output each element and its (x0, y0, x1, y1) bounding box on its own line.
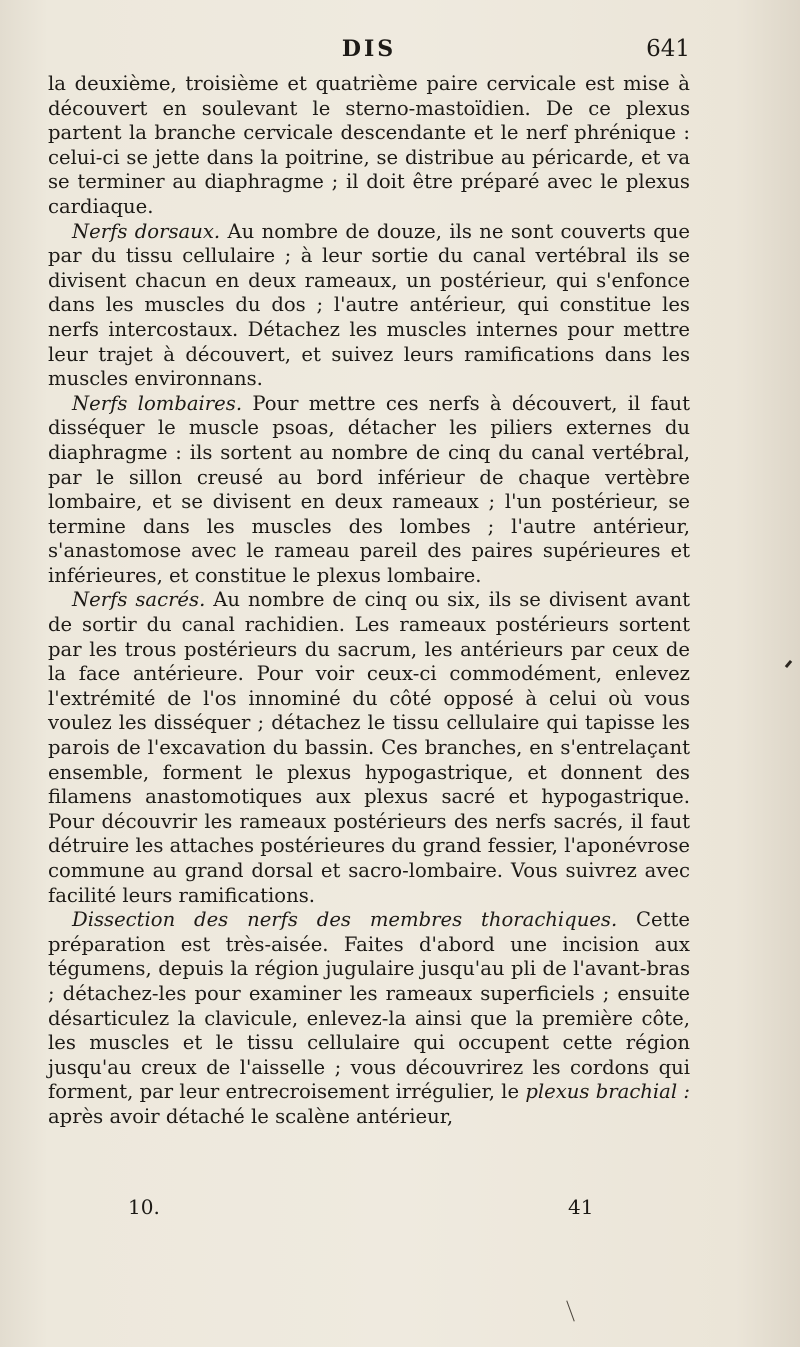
paragraph-text: Au nombre de cinq ou six, ils se divisent avant de sortir du canal rachidien. Les rameaux postérieurs sortent par les trous postérieurs du sacrum, les antérieurs par ceux de la face antérieure. Pour voir ceux-ci commodément, enlevez l'extrémité de l'os innominé du côté opposé à celui où vous voulez les disséquer ; détachez le tissu cellulaire qui tapisse les parois de l'excavation du bassin. Ces branches, en s'entrelaçant ensemble, forment le plexus hypogastrique, et donnent des filamens anastomotiques aux plexus sacré et hypogastrique. Pour découvrir les rameaux postérieurs des nerfs sacrés, il faut détruire les attaches postérieures du grand fessier, l'aponévrose commune au grand dorsal et sacro-lombaire. Vous suivrez avec facilité leurs ramifications. (48, 588, 690, 907)
section-heading: Dissection des nerfs des membres thorachiques. (72, 908, 618, 932)
paragraph-text: Pour mettre ces nerfs à découvert, il faut disséquer le muscle psoas, détacher les piliers externes du diaphragme : ils sortent au nombre de cinq du canal vertébral, par le sillon creusé au bord inférieur de chaque vertèbre lombaire, et se divisent en deux rameaux ; l'un postérieur, se termine dans les muscles des lombes ; l'autre antérieur, s'anastomose avec le rameau pareil des paires supérieures et inférieures, et constitue le plexus lombaire. (48, 391, 690, 587)
section-heading: Nerfs lombaires. (72, 391, 243, 415)
running-head (48, 36, 690, 66)
paragraph-cervical-continuation (48, 72, 690, 220)
sheet-signature: 41 (568, 1195, 594, 1219)
paragraph-text: Au nombre de douze, ils ne sont couverts que par du tissu cellulaire ; à leur sortie du canal vertébral ils se divisent chacun en deux rameaux, un postérieur, qui s'enfonce dans les muscles du dos ; l'autre antérieur, qui constitue les nerfs intercostaux. Détachez les muscles internes pour mettre leur trajet à découvert, et suivez leurs ramifications dans les muscles environnans. (48, 219, 690, 391)
section-heading: Nerfs dorsaux. (72, 219, 221, 243)
paragraph-nerfs-lombaires (48, 392, 690, 589)
page-number: 641 (646, 36, 690, 62)
paragraph-nerfs-sacres (48, 588, 690, 908)
inline-term: plexus brachial : (525, 1080, 690, 1104)
running-title: DIS (341, 36, 397, 62)
page-edge-mark (785, 660, 792, 668)
volume-signature: 10. (128, 1195, 160, 1219)
body-text (48, 72, 690, 1130)
paragraph-text-tail: après avoir détaché le scalène antérieur, (48, 1104, 454, 1128)
page-foot-mark (566, 1300, 574, 1321)
paragraph-membres-thorachiques (48, 908, 690, 1129)
paragraph-nerfs-dorsaux (48, 220, 690, 392)
paragraph-text: la deuxième, troisième et quatrième paire cervicale est mise à découvert en soulevant le sterno-mastoïdien. De ce plexus partent la branche cervicale descendante et le nerf phrénique : celui-ci se jette dans la poitrine, se distribue au péricarde, et va se terminer au diaphragme ; il doit être préparé avec le plexus cardiaque. (48, 72, 690, 218)
signature-line (48, 1195, 690, 1225)
paragraph-text: Cette préparation est très-aisée. Faites d'abord une incision aux tégumens, depuis la région jugulaire jusqu'au pli de l'avant-bras ; détachez-les pour examiner les rameaux superficiels ; ensuite désarticulez la clavicule, enlevez-la ainsi que la première côte, les muscles et le tissu cellulaire qui occupent cette région jusqu'au creux de l'aisselle ; vous découvrirez les cordons qui forment, par leur entrecroisement irrégulier, le (48, 908, 690, 1104)
section-heading: Nerfs sacrés. (72, 588, 206, 612)
